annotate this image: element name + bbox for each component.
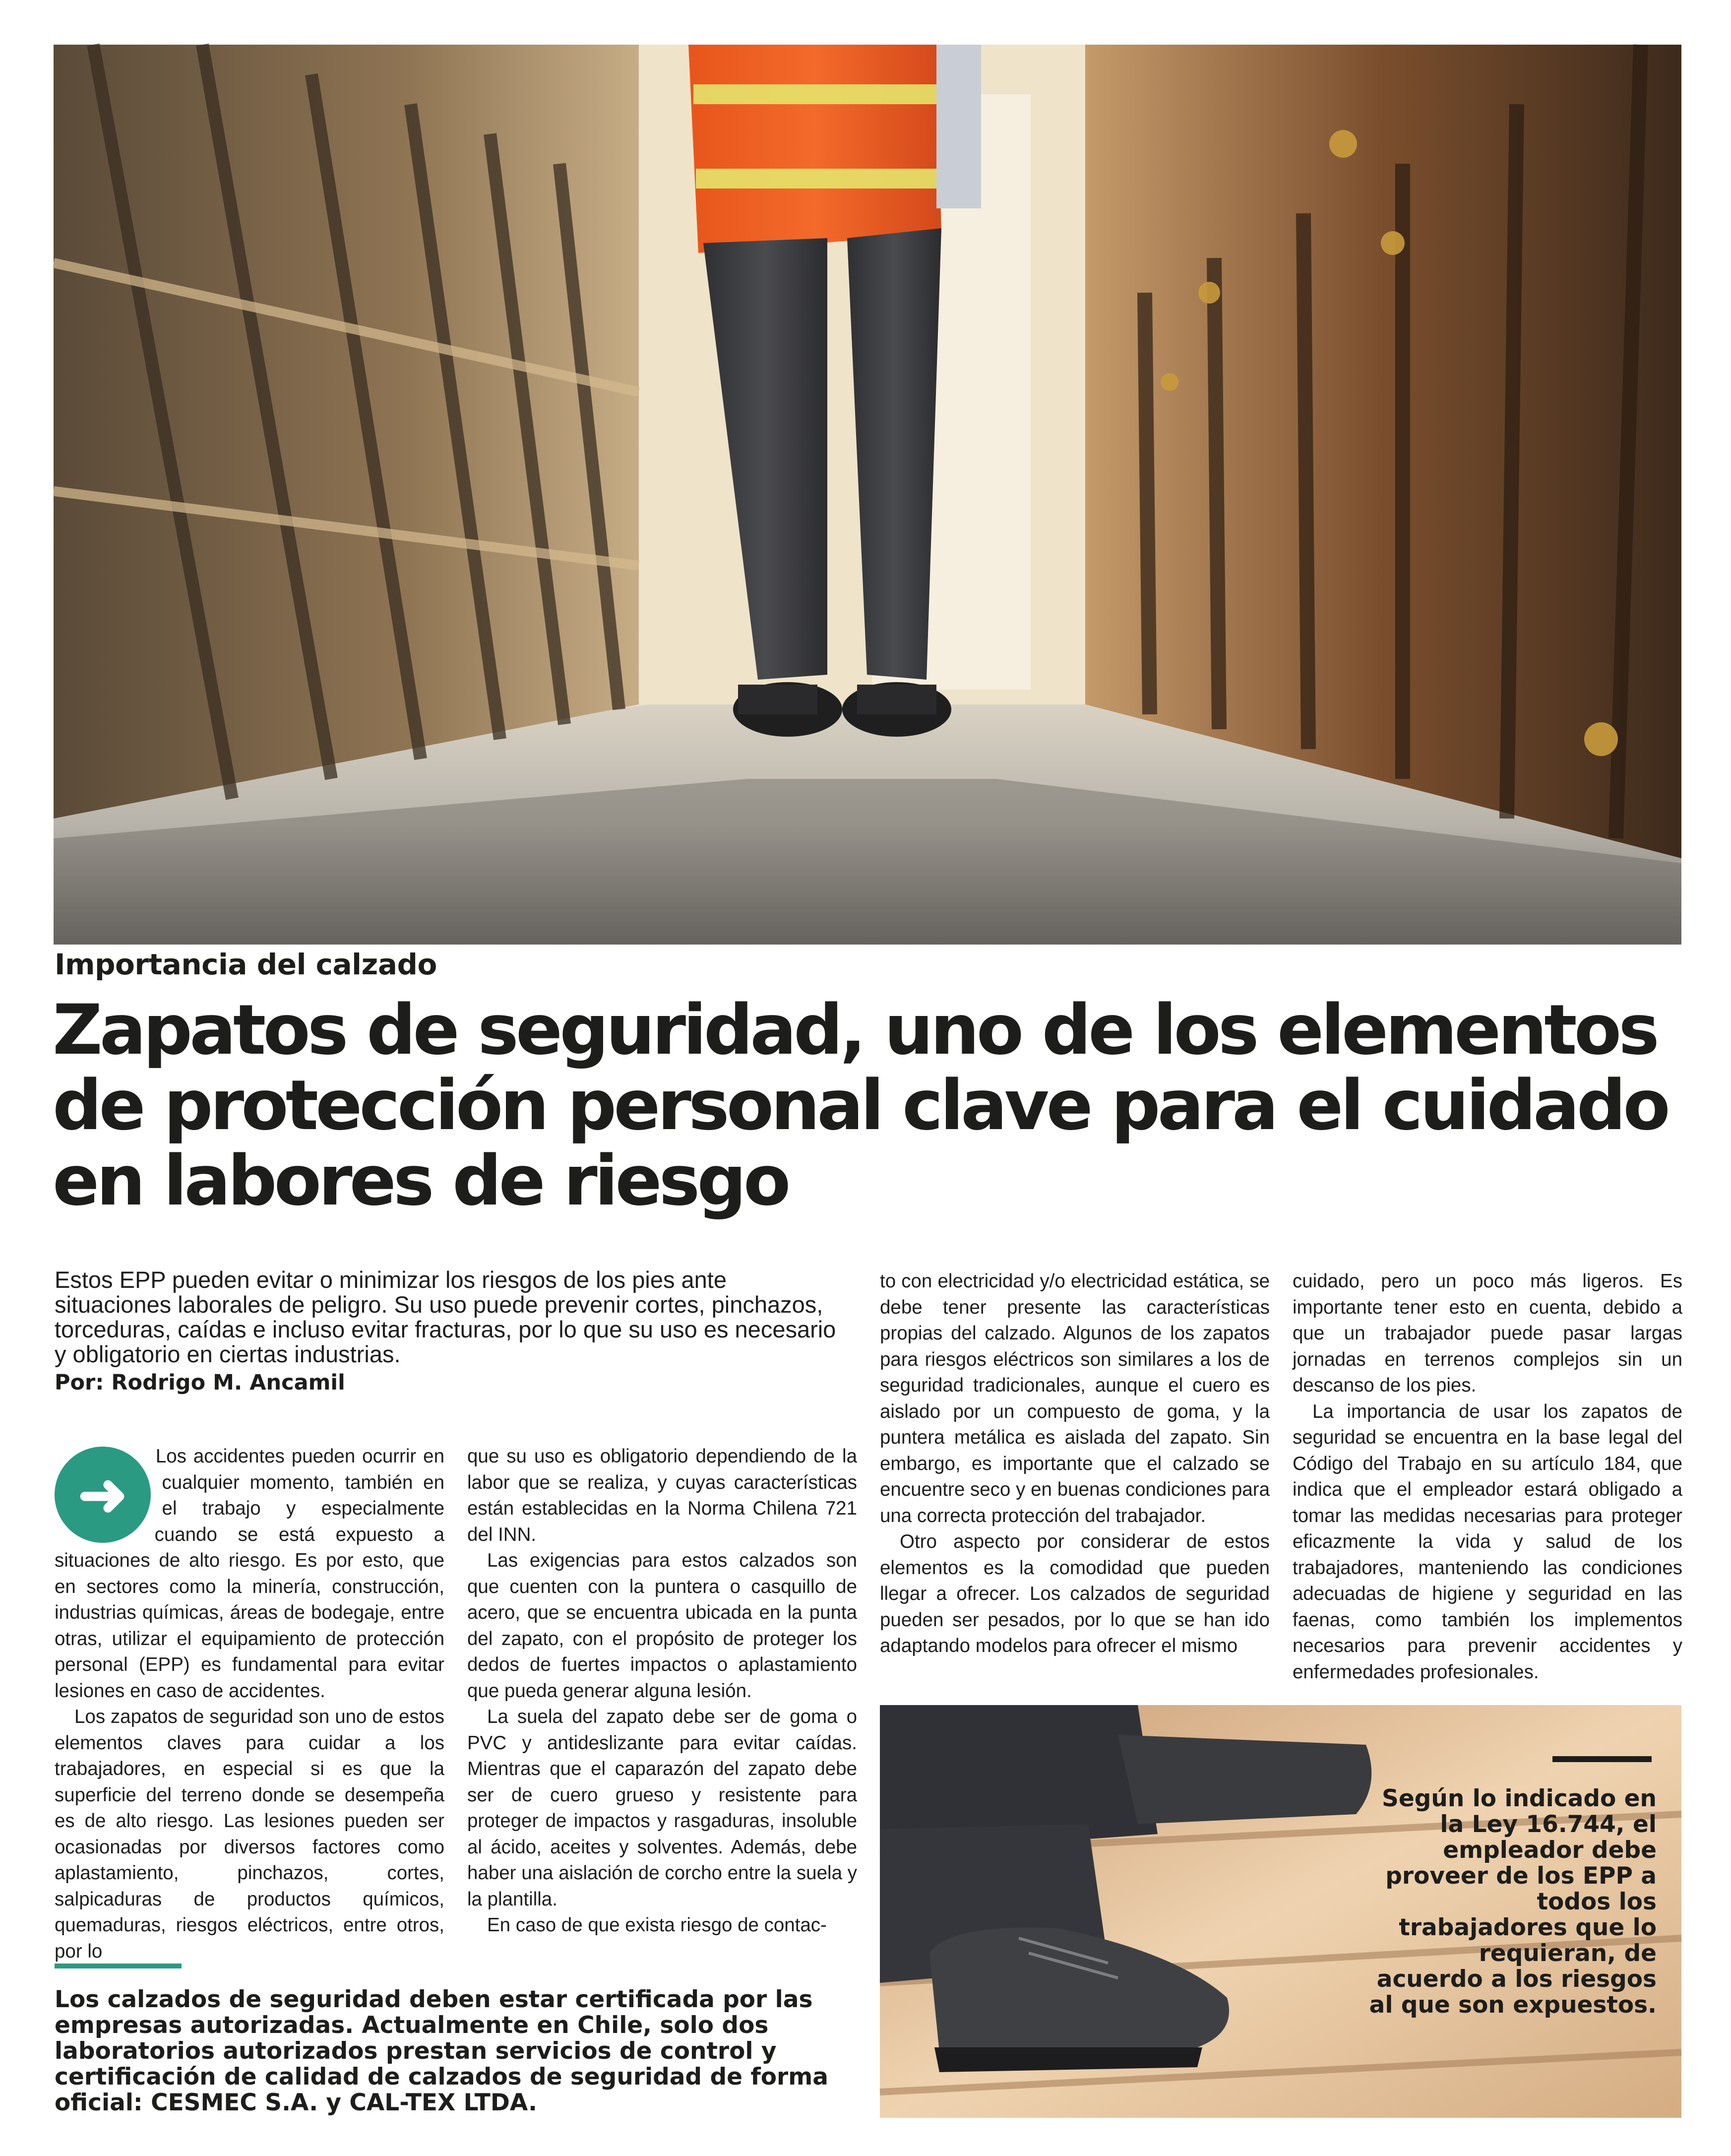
body-column-1 [55,1444,444,1962]
body-paragraph: La suela del zapato debe ser de goma o PVC y antideslizante para evitar caídas. Mientras que el caparazón del zapato debe ser de cuero grueso y resistente para proteger de impactos y rasgaduras, insoluble al ácido, aceites y solventes. Además, debe haber una aislación de corcho entre la suela y la plantilla. [467,1706,857,1910]
hero-photo-illustration [54,45,1681,945]
body-paragraph: Otro aspecto por considerar de estos elementos es la comodidad que pueden llegar a ofrecer. Los calzados de seguridad pueden ser pesados, por lo que se han ido adaptando modelos para ofrecer el mismo [880,1531,1270,1656]
body-paragraph: Las exigencias para estos calzados son que cuenten con la puntera o casquillo de acero, que se encuentra ubicada en la punta del zapato, con el propósito de proteger los dedos de fuertes impactos o aplastamiento que pueda generar alguna lesión. [467,1550,857,1702]
quote-accent-rule [1552,1756,1652,1762]
body-paragraph: Los accidentes pueden ocurrir en cualquier momento, también en el trabajo y especialmente cuando se está expuesto a situaciones de alto riesgo. Es por esto, que en sectores como la minería, construcción, industrias químicas, áreas de bodegaje, entre otras, utilizar el equipamiento de protección personal (EPP) es fundamental para evitar lesiones en caso de accidentes. [55,1446,444,1702]
arrow-right-icon: ➜ [55,1447,151,1543]
certification-callout: Los calzados de seguridad deben estar certificada por las empresas autorizadas. Actualmente en Chile, solo dos laboratorios autorizados prestan servicios de control y certificación de calidad de calzados de seguridad de forma oficial: CESMEC S.A. y CAL-TEX LTDA. [55,1986,828,2116]
body-column-2 [467,1444,857,1936]
body-column-3 [880,1268,1270,1690]
section-kicker: Importancia del calzado [55,948,437,981]
body-paragraph: cuidado, pero un poco más ligeros. Es importante tener esto en cuenta, debido a que un trabajador puede pasar largas jornadas en terrenos complejos sin un descanso de los pies. [1293,1270,1682,1396]
callout-accent-rule [55,1964,182,1968]
article-lead: Estos EPP pueden evitar o minimizar los riesgos de los pies ante situaciones laborales de peligro. Su uso puede prevenir cortes, pinchazos, torceduras, caídas e incluso evitar fracturas, por lo que su uso es necesario y obligatorio en ciertas industrias. [55,1267,836,1367]
body-column-4 [1293,1268,1682,1690]
article-headline: Zapatos de seguridad, uno de los elementos de protección personal clave para el cuidado en labores de riesgo [53,990,1668,1221]
pull-quote: Según lo indicado en la Ley 16.744, el empleador debe proveer de los EPP a todos los trabajadores que lo requieran, de acuerdo a los riesgos al que son expuestos. [1369,1785,1657,2019]
body-paragraph: Los zapatos de seguridad son uno de estos elementos claves para cuidar a los trabajadores, en especial si es que la superficie del terreno donde se desempeña es de alto riesgo. Las lesiones pueden ser ocasionadas por diversos factores como aplastamiento, pinchazos, cortes, salpicaduras de productos químicos, quemaduras, riesgos eléctricos, entre otros, por lo [55,1706,444,1962]
body-paragraph: En caso de que exista riesgo de contac- [487,1914,827,1936]
body-paragraph: que su uso es obligatorio dependiendo de la labor que se realiza, y cuyas características están establecidas en la Norma Chilena 721 del INN. [467,1446,857,1545]
article-byline: Por: Rodrigo M. Ancamil [55,1370,345,1395]
body-paragraph: to con electricidad y/o electricidad estática, se debe tener presente las características propias del calzado. Algunos de los zapatos para riesgos eléctricos son similares a los de seguridad tradicionales, aunque el cuero es aislado por un compuesto de goma, y la puntera metálica es aislada del zapato. Sin embargo, es importante que el calzado se encuentre seco y en buenas condiciones para una correcta protección del trabajador. [880,1270,1270,1526]
body-paragraph: La importancia de usar los zapatos de seguridad se encuentra en la base legal del Código del Trabajo en su artículo 184, que indica que el empleador estará obligado a tomar las medidas necesarias para proteger eficazmente la vida y salud de los trabajadores, manteniendo las condiciones adecuadas de higiene y seguridad en las faenas, como también los implementos necesarios para prevenir accidentes y enfermedades profesionales. [1293,1400,1682,1683]
hero-photo-worker-walkway [54,45,1681,945]
